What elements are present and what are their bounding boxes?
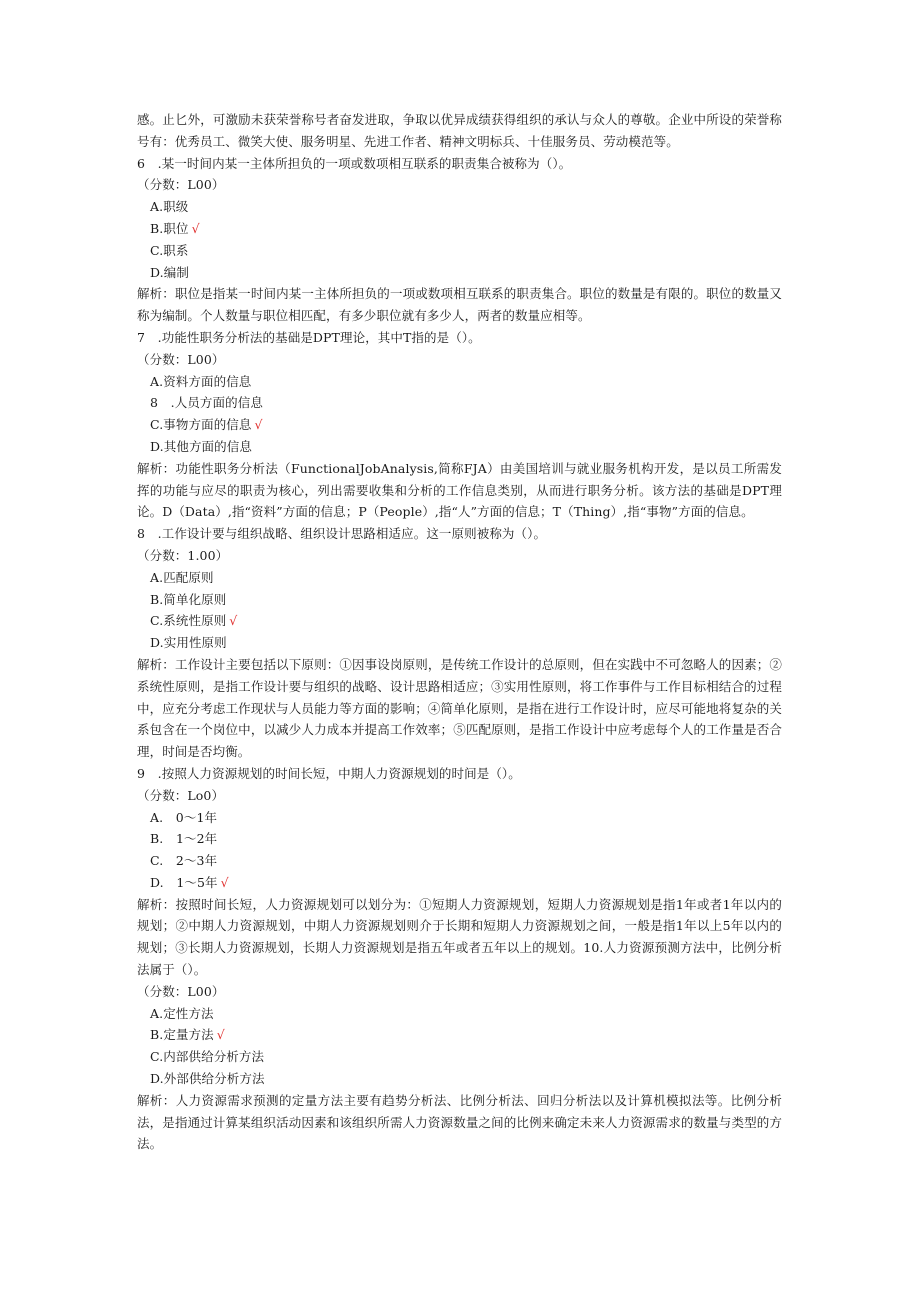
question-8-score: （分数：1.00） xyxy=(137,547,229,563)
question-10-option-a: A.定性方法 xyxy=(150,1005,214,1021)
question-6-option-b xyxy=(137,218,782,240)
question-6-option-d: D.编制 xyxy=(150,264,189,280)
question-10-analysis: 解析：人力资源需求预测的定量方法主要有趋势分析法、比例分析法、回归分析法以及计算机模拟法等。比例分析法，是指通过计算某组织活动因素和该组织所需人力资源数量之间的比例来确定未来人力资源需求的数量与类型的方法。 xyxy=(137,1092,782,1152)
correct-check-icon: √ xyxy=(216,1027,225,1043)
question-9: 9 .按照人力资源规划的时间长短，中期人力资源规划的时间是（）。 xyxy=(137,765,521,781)
question-10-score: （分数：L00） xyxy=(137,983,225,999)
option-label: C.事物方面的信息 xyxy=(150,417,252,433)
question-6-option-a: A.职级 xyxy=(150,199,189,215)
question-9-option-a: A. 0〜1年 xyxy=(150,809,218,825)
question-10-option-c: C.内部供给分析方法 xyxy=(150,1049,265,1065)
question-6-score: （分数：L00） xyxy=(137,177,225,193)
option-label: D. 1〜5年 xyxy=(150,874,218,890)
question-10-option-d: D.外部供给分析方法 xyxy=(150,1071,265,1087)
question-10-option-b xyxy=(137,1024,782,1046)
correct-check-icon: √ xyxy=(191,220,200,236)
intro-paragraph: 感。止匕外，可激励未获荣誉称号者奋发进取，争取以优异成绩获得组织的承认与众人的尊敬。企业中所设的荣誉称号有：优秀员工、微笑大使、服务明星、先进工作者、精神文明标兵、十佳服务员、劳动模范等。 xyxy=(137,112,782,149)
question-9-option-b: B. 1〜2年 xyxy=(150,831,218,847)
question-7-analysis: 解析：功能性职务分析法（FunctionalJobAnalysis,简称FJA）由美国培训与就业服务机构开发，是以员工所需发挥的功能与应尽的职责为核心，列出需要收集和分析的工作信息类别，从而进行职务分析。该方法的基础是DPT理论。D（Data）,指“资料”方面的信息；P（People）,指“人”方面的信息；T（Thing）,指“事物”方面的信息。 xyxy=(137,460,782,520)
question-6-analysis: 解析：职位是指某一时间内某一主体所担负的一项或数项相互联系的职责集合。职位的数量是有限的。职位的数量又称为编制。个人数量与职位相匹配，有多少职位就有多少人，两者的数量应相等。 xyxy=(137,286,782,324)
option-label: B.职位 xyxy=(150,220,189,236)
correct-check-icon: √ xyxy=(229,613,238,629)
question-9-analysis: 解析：按照时间长短，人力资源规划可以划分为：①短期人力资源规划，短期人力资源规划是指1年或者1年以内的规划；②中期人力资源规划，中期人力资源规划则介于长期和短期人力资源规划之间，一般是指1年以上5年以内的规划；③长期人力资源规划，长期人力资源规划是指五年或者五年以上的规划。10.人力资源预测方法中，比例分析法属于（）。 xyxy=(137,896,782,978)
question-8-option-d: D.实用性原则 xyxy=(150,635,227,651)
question-7: 7 .功能性职务分析法的基础是DPT理论，其中T指的是（）。 xyxy=(137,329,481,345)
question-9-score: （分数：Lo0） xyxy=(137,787,225,803)
option-label: B.定量方法 xyxy=(150,1027,214,1043)
exam-page xyxy=(137,109,782,1155)
question-7-option-c xyxy=(137,414,782,436)
question-7-option-a: A.资料方面的信息 xyxy=(150,373,252,389)
question-9-option-c: C. 2〜3年 xyxy=(150,853,218,869)
correct-check-icon: √ xyxy=(254,417,263,433)
option-label: C.系统性原则 xyxy=(150,613,227,629)
question-8: 8 .工作设计要与组织战略、组织设计思路相适应。这一原则被称为（）。 xyxy=(137,526,547,542)
question-6: 6 .某一时间内某一主体所担负的一项或数项相互联系的职责集合被称为（）。 xyxy=(137,155,572,171)
question-8-option-b: B.简单化原则 xyxy=(150,591,227,607)
correct-check-icon: √ xyxy=(220,874,229,890)
question-7-option-d: D.其他方面的信息 xyxy=(150,438,252,454)
question-8-analysis: 解析：工作设计主要包括以下原则：①因事设岗原则，是传统工作设计的总原则，但在实践中不可忽略人的因素；②系统性原则，是指工作设计要与组织的战略、设计思路相适应；③实用性原则，将工作事件与工作目标相结合的过程中，应充分考虑工作现状与人员能力等方面的影响；④简单化原则，是指在进行工作设计时，应尽可能地将复杂的关系包含在一个岗位中，以减少人力成本并提高工作效率；⑤匹配原则，是指工作设计中应考虑每个人的工作量是否合理，时间是否均衡。 xyxy=(137,656,782,760)
question-8-option-c xyxy=(137,610,782,632)
question-7-score: （分数：L00） xyxy=(137,351,225,367)
question-9-option-d xyxy=(137,872,782,894)
question-8-option-a: A.匹配原则 xyxy=(150,569,214,585)
question-7-option-b: 8 .人员方面的信息 xyxy=(150,395,263,411)
question-6-option-c: C.职系 xyxy=(150,242,189,258)
